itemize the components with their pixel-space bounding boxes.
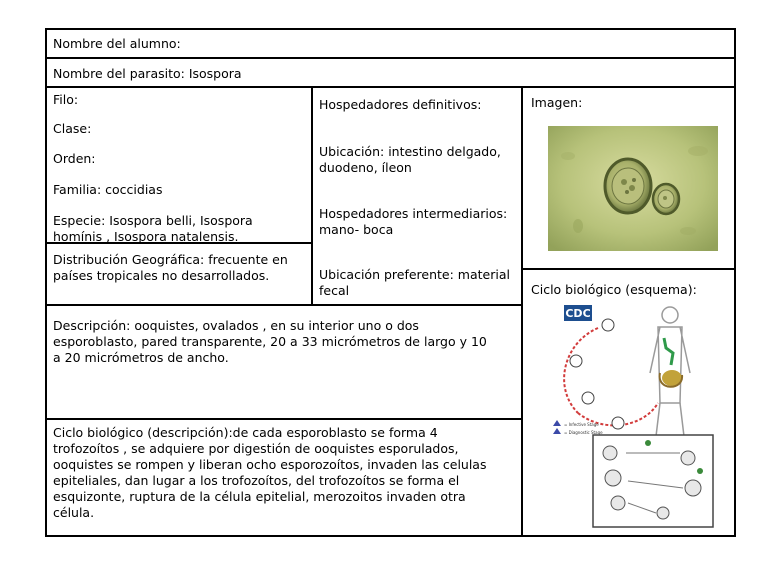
hosts-location-line1: Ubicación: intestino delgado, <box>319 144 501 159</box>
student-name-label: Nombre del alumno: <box>53 36 181 51</box>
lifecycle-diagram <box>548 303 720 533</box>
intestinal-cycle-inset <box>593 435 713 527</box>
hosts-intermediate-line1: Hospedadores intermediarios: <box>319 206 508 221</box>
taxonomy-orden: Orden: <box>53 151 96 166</box>
image-label: Imagen: <box>531 95 583 110</box>
taxonomy-filo: Filo: <box>53 92 79 107</box>
taxonomy-familia: Familia: coccidias <box>53 182 163 197</box>
legend-infective-stage: = Infective Stage <box>564 422 599 427</box>
distribution-line2: países tropicales no desarrollados. <box>53 268 270 283</box>
lifecycle-text-line2: trofozoítos , se adquiere por digestión de ooquistes esporulados, <box>53 441 459 456</box>
description-line2: esporoblasto, pared transparente, 20 a 33 micrómetros de largo y 10 <box>53 334 487 349</box>
distribution-line1: Distribución Geográfica: frecuente en <box>53 252 288 267</box>
cdc-logo <box>564 305 592 321</box>
hosts-preferred-line1: Ubicación preferente: material <box>319 267 510 282</box>
lifecycle-diagram-label: Ciclo biológico (esquema): <box>531 282 697 297</box>
description-line3: a 20 micrómetros de ancho. <box>53 350 229 365</box>
taxonomy-clase: Clase: <box>53 121 92 136</box>
hosts-location-line2: duodeno, íleon <box>319 160 412 175</box>
taxonomy-especie-line1: Especie: Isospora belli, Isospora <box>53 213 253 228</box>
small-oocyst <box>653 184 679 214</box>
hosts-intermediate-line2: mano- boca <box>319 222 394 237</box>
lifecycle-text-line5: esquizonte, ruptura de la célula epitelial, merozoitos invaden otra <box>53 489 466 504</box>
lifecycle-text-line6: célula. <box>53 505 95 520</box>
lifecycle-text-line4: epiteliales, dan lugar a los trofozoítos, del trofozoítos se forma el <box>53 473 460 488</box>
description-line1: Descripción: ooquistes, ovalados , en su interior uno o dos <box>53 318 419 333</box>
lifecycle-text-line3: ooquistes se rompen y liberan ocho esporozoítos, invaden las celulas <box>53 457 487 472</box>
legend-diagnostic-stage: = Diagnostic Stage <box>564 430 603 435</box>
parasite-name-label: Nombre del parasito: Isospora <box>53 66 242 81</box>
taxonomy-especie-line2: homínis , Isospora natalensis. <box>53 229 239 244</box>
oocyst-micrograph <box>548 126 718 251</box>
large-oocyst <box>605 159 651 213</box>
cdc-logo-text: CDC <box>565 307 591 320</box>
hosts-definitive: Hospedadores definitivos: <box>319 97 482 112</box>
hosts-preferred-line2: fecal <box>319 283 350 298</box>
lifecycle-text-line1: Ciclo biológico (descripción):de cada esporoblasto se forma 4 <box>53 425 438 440</box>
